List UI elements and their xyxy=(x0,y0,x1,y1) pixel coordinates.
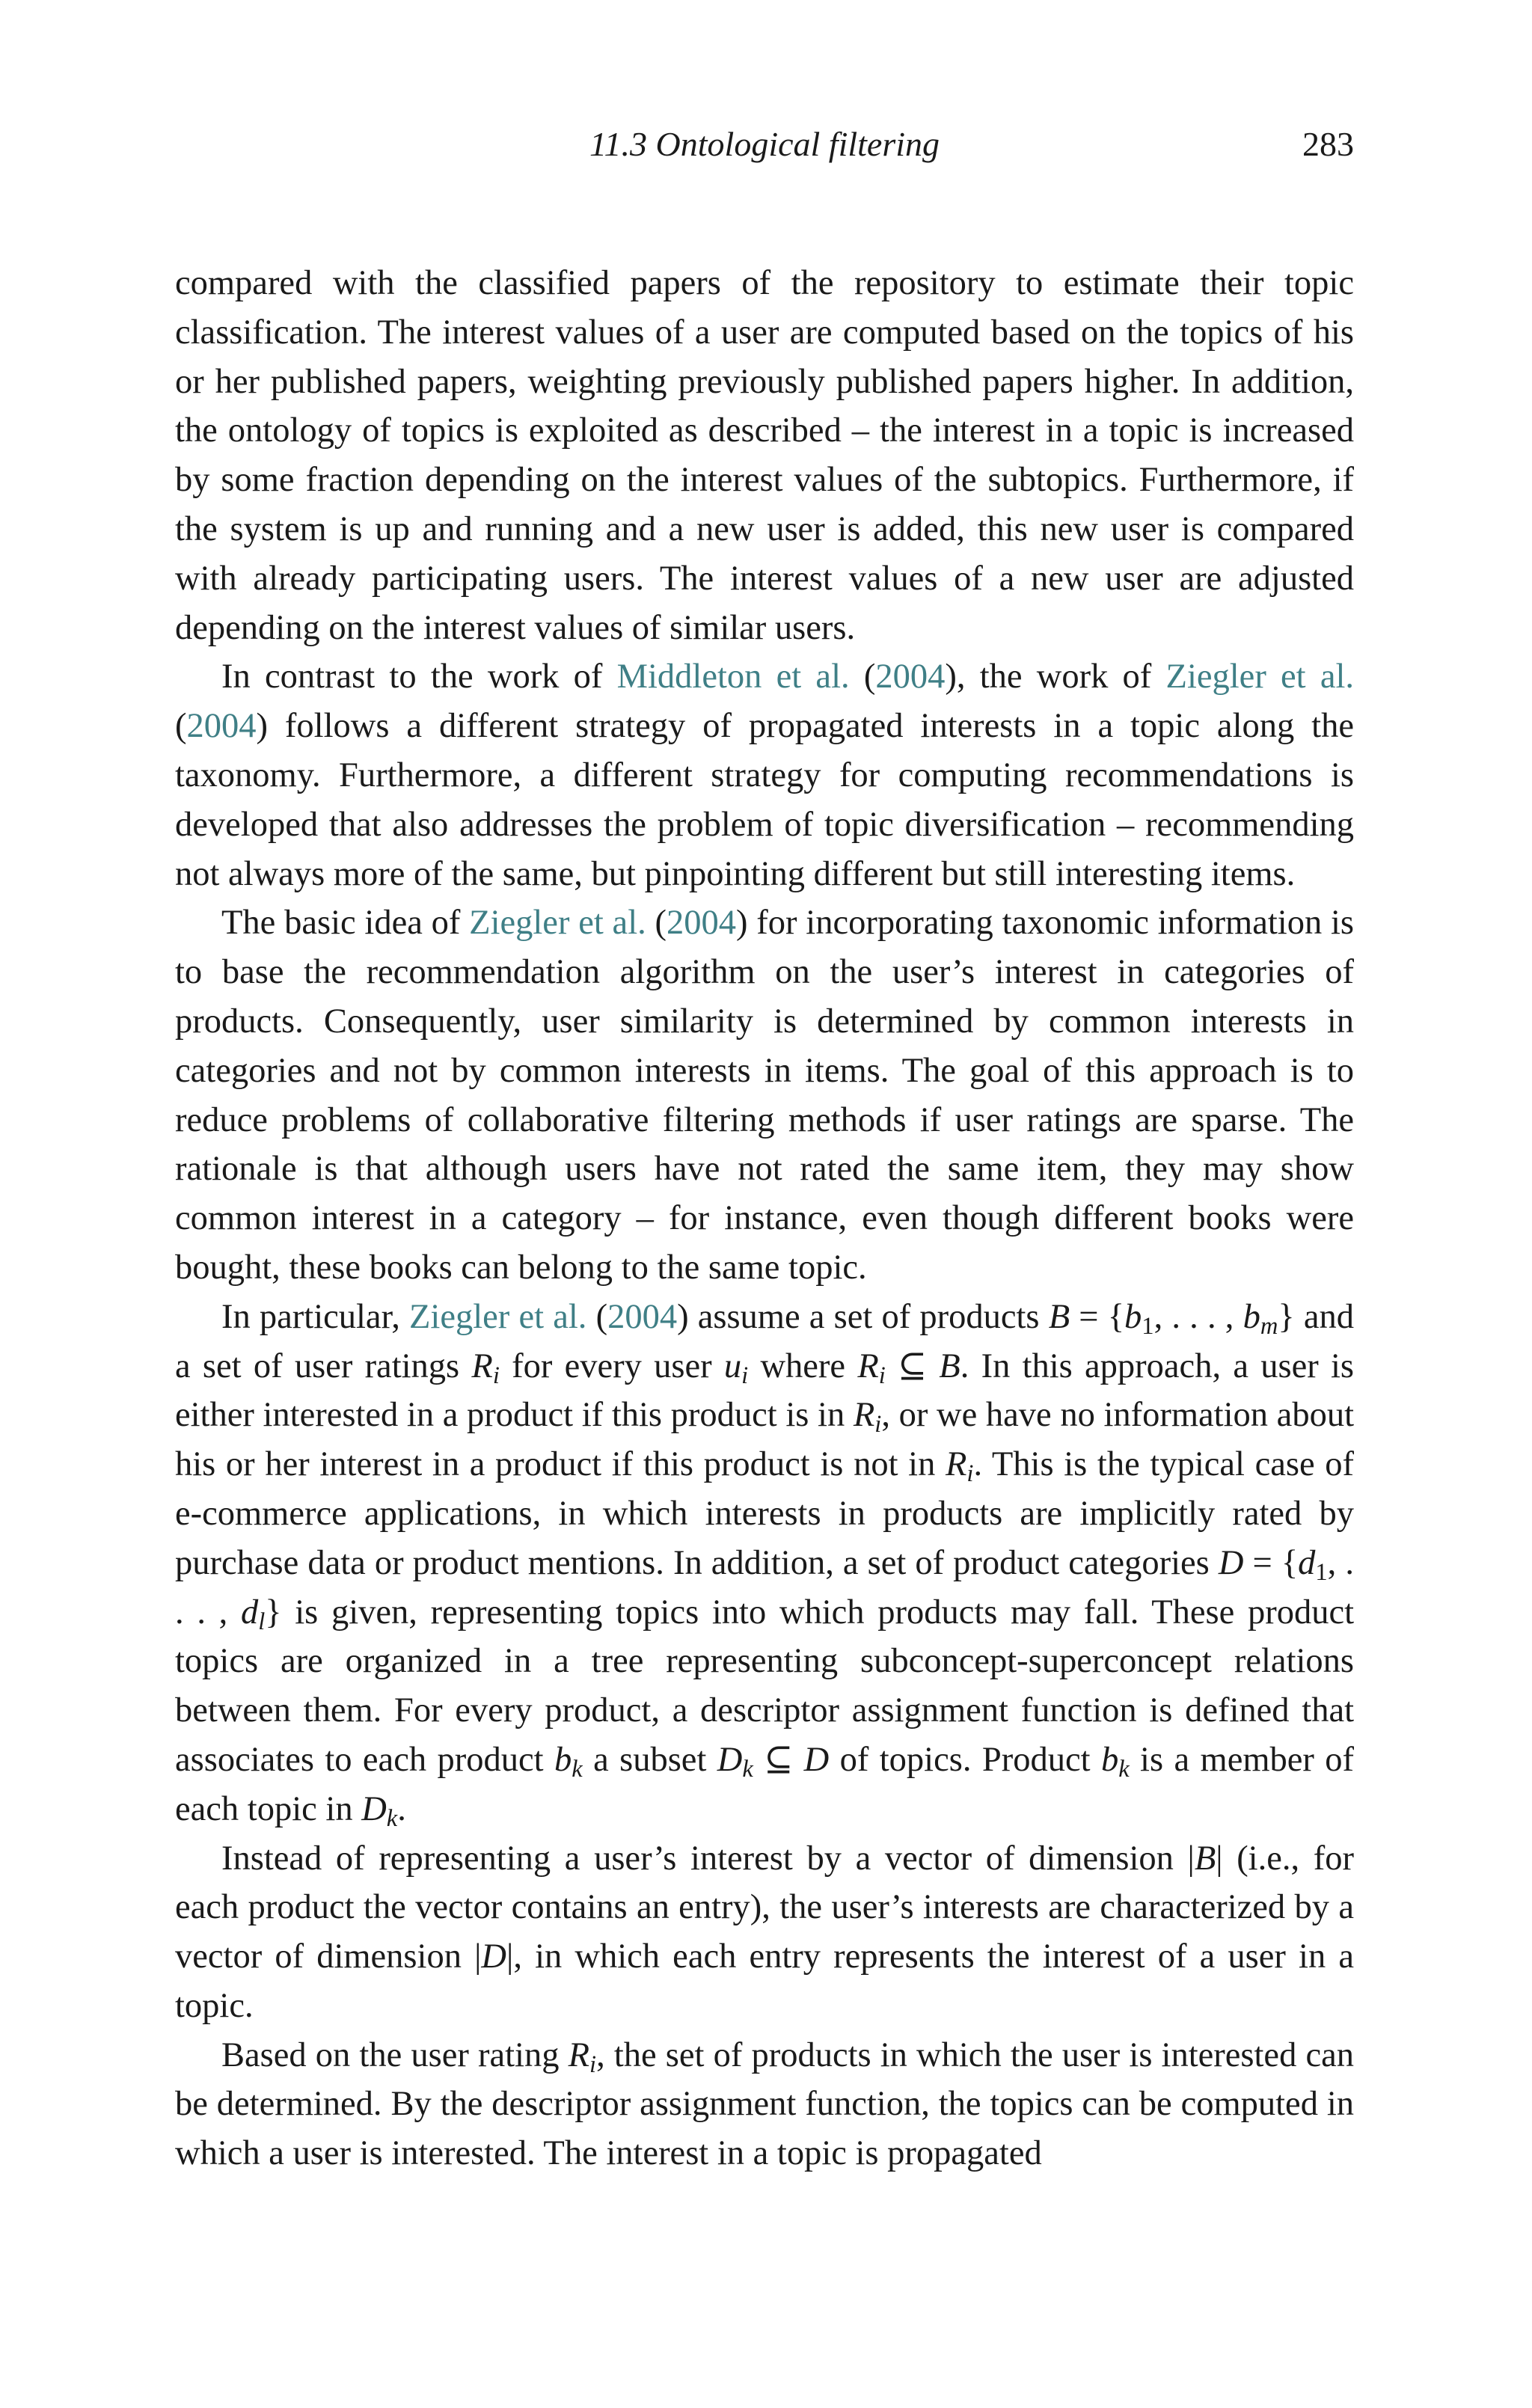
citation-ziegler-year[interactable]: 2004 xyxy=(607,1297,678,1336)
math-category-set: $D = \{d_1$, . . . , $d_l$} xyxy=(175,1543,1354,1635)
running-header xyxy=(175,124,1354,169)
citation-middleton-author[interactable]: Middleton et al. xyxy=(616,658,850,696)
math-ratings: $R_i$ xyxy=(946,1445,974,1488)
paragraph-3: The basic idea of Ziegler et al. (2004) for incorporating taxonomic information is to base the recommendation algorithm on the user’s interest in categories of products. Consequently, user similarity is determined by common interests in categories and not by common interests in items. The goal of this approach is to reduce problems of collaborative filtering methods if user ratings are sparse. The rationale is that although users have not rated the same item, they may show common interest in a category – for instance, even though different books were bought, these books can belong to the same topic. xyxy=(175,904,1355,1287)
math-product: $b_k$ xyxy=(1100,1740,1130,1783)
citation-ziegler-year[interactable]: 2004 xyxy=(667,904,737,943)
math-topics: $D_k$ xyxy=(361,1789,398,1832)
page-number: 283 xyxy=(1302,125,1354,163)
paragraph-2: In contrast to the work of Middleton et al. (2004), the work of Ziegler et al. (2004) follows a different strategy of propagated interests in a topic along the taxonomy. Furthermore, a different strategy for computing recommendations is developed that also addresses the problem of topic diversification – recommending not always more of the same, but pinpointing different but still interesting items. xyxy=(175,658,1355,893)
citation-ziegler-author[interactable]: Ziegler et al. xyxy=(1165,658,1355,696)
math-ratings: $R_i$ xyxy=(471,1347,500,1389)
math-ratings: $R_i$ xyxy=(568,2035,597,2078)
citation-ziegler-author[interactable]: Ziegler et al. xyxy=(469,904,646,943)
paragraph-1: compared with the classified papers of the repository to estimate their topic classification. The interest values of a user are computed based on the topics of his or her published papers, weighting previously published papers higher. In addition, the ontology of topics is exploited as described – the interest in a topic is increased by some fraction depending on the interest values of the subtopics. Furthermore, if the system is up and running and a new user is added, this new user is compared with already participating users. The interest values of a new user are adjusted depending on the interest values of similar users. xyxy=(175,264,1354,647)
math-topic-dimension: |D| xyxy=(474,1937,514,1976)
paragraph-5: Instead of representing a user’s interest by a vector of dimension |B| (i.e., for each product the vector contains an entry), the user’s interests are characterized by a vector of dimension |D|, in which each entry represents the interest of a user in a topic. xyxy=(175,1839,1354,2025)
math-product: $b_k$ xyxy=(554,1740,583,1783)
math-ratings-subset: $R_i$ ⊆ B xyxy=(857,1347,960,1389)
math-product-set: $B = \{b_1$, . . . , $b_m$} xyxy=(1048,1297,1295,1340)
math-topic-subset: $D_k$ ⊆ D xyxy=(717,1740,830,1783)
paragraph-6: Based on the user rating $R_i$, the set of products in which the user is interested can be determined. By the descriptor assignment function, the topics can be computed in which a user is interested. The interest in a topic is propagated xyxy=(175,2035,1354,2173)
citation-ziegler-year[interactable]: 2004 xyxy=(186,707,257,746)
paragraph-4: In particular, Ziegler et al. (2004) assume a set of products $B = \{b_1$, . . . , $b_m$} and a set of user ratings $R_i$ for every user $u_i$ where $R_i$ ⊆ B. In this approach, a user is either interested in a product if this product is in $R_i$, or we have no information about his or her interest in a product if this product is not in $R_i$. This is the typical case of e-commerce applications, in which interests in products are implicitly rated by purchase data or product mentions. In addition, a set of product categories $D = \{d_1$, . . . , $d_l$} is given, representing topics into which products may fall. These product topics are organized in a tree representing subconcept-superconcept relations between them. For every product, a descriptor assignment function is defined that associates to each product $b_k$ a subset $D_k$ ⊆ D of topics. Product $b_k$ is a member of each topic in $D_k$. xyxy=(175,1297,1355,1832)
section-title: 11.3 Ontological filtering xyxy=(589,125,940,163)
math-ratings: $R_i$ xyxy=(853,1396,882,1439)
math-product-dimension: |B| xyxy=(1187,1839,1223,1878)
body-text xyxy=(175,259,1354,2178)
citation-middleton-year[interactable]: 2004 xyxy=(875,658,946,696)
math-user: $u_i$ xyxy=(723,1347,749,1389)
citation-ziegler-author[interactable]: Ziegler et al. xyxy=(409,1297,587,1336)
